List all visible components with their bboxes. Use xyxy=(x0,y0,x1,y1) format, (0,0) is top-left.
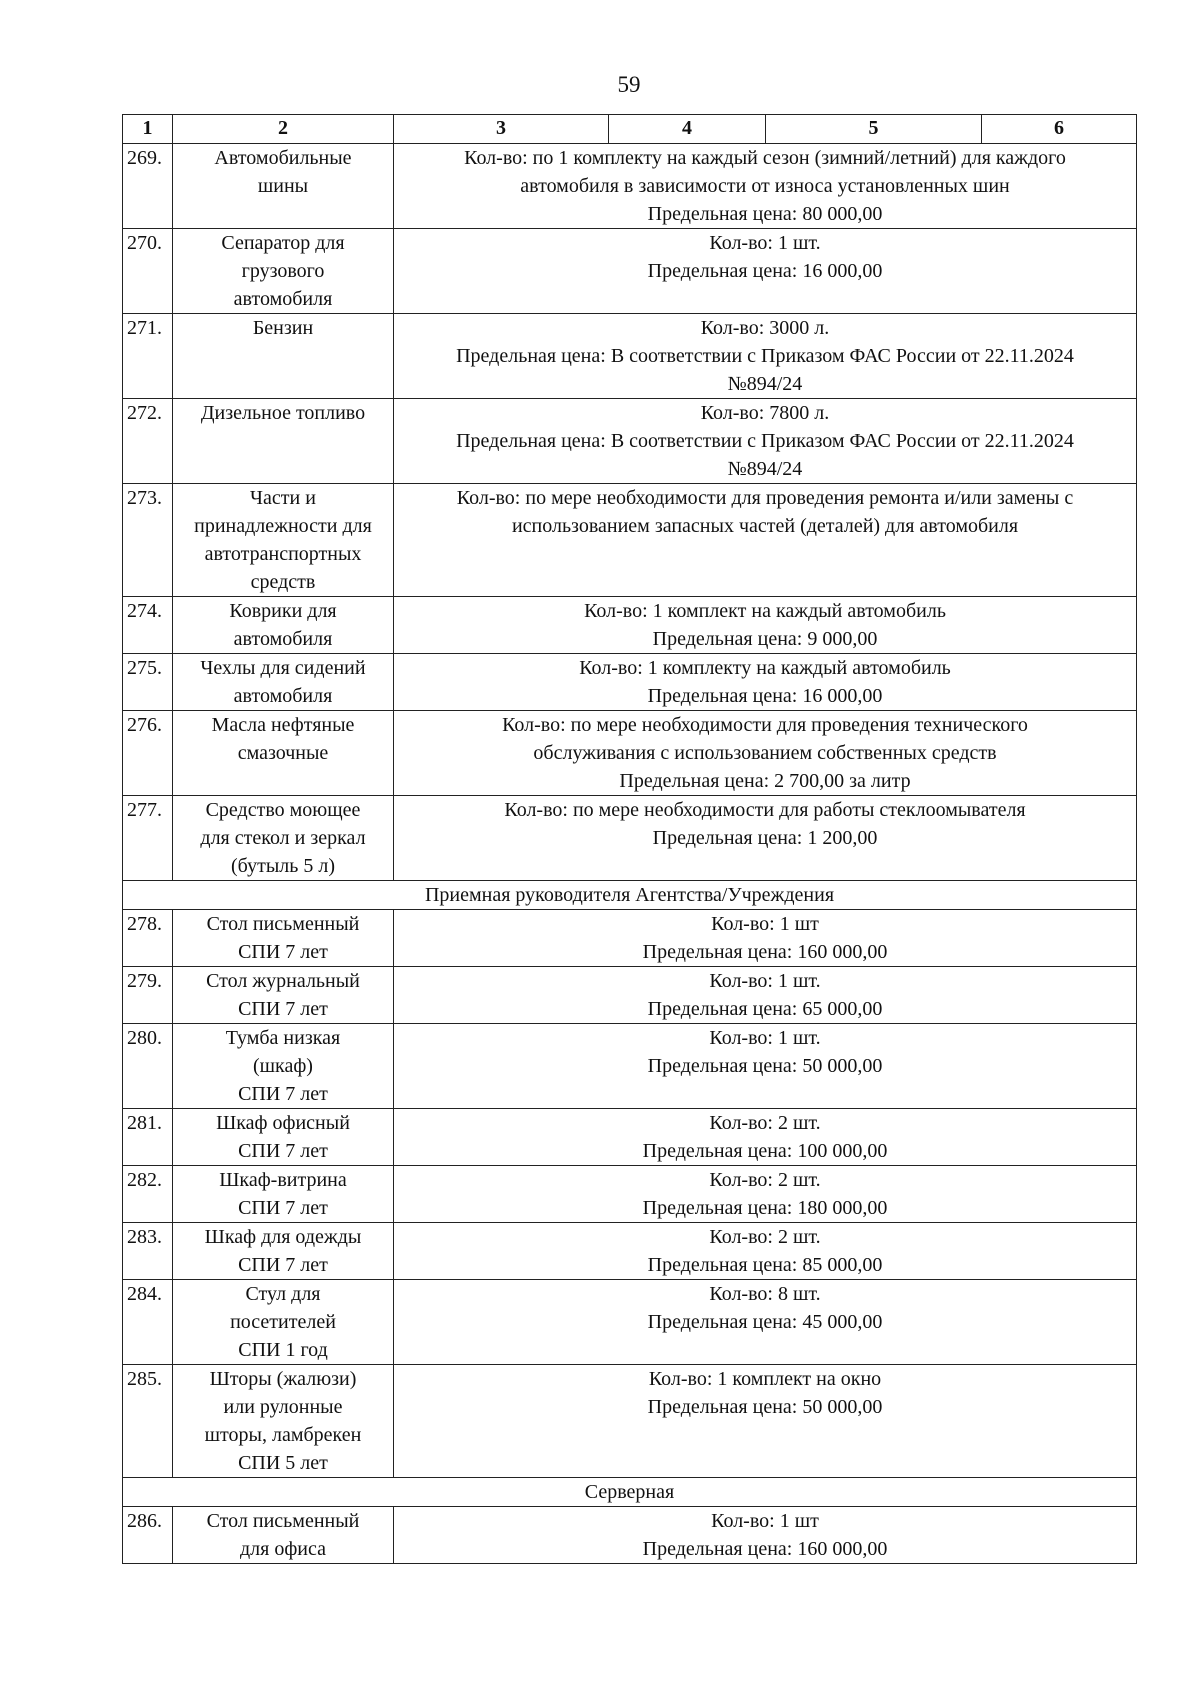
section-row xyxy=(123,1478,1137,1507)
item-description-cell xyxy=(394,1507,1137,1564)
table-row xyxy=(123,1280,1137,1365)
row-number: 285. xyxy=(123,1365,173,1478)
row-number: 275. xyxy=(123,654,173,711)
item-description-line: обслуживания с использованием собственных средств xyxy=(533,742,997,764)
item-description-line: Предельная цена: 160 000,00 xyxy=(642,1538,888,1560)
item-description-cell xyxy=(394,1280,1137,1365)
table-row xyxy=(123,144,1137,229)
item-name-line: Чехлы для сидений xyxy=(200,657,366,679)
row-number: 281. xyxy=(123,1109,173,1166)
item-description-line: Предельная цена: 100 000,00 xyxy=(642,1140,888,1162)
item-description-line: Кол-во: 2 шт. xyxy=(709,1169,821,1191)
item-name-line: или рулонные xyxy=(223,1396,343,1418)
row-number: 274. xyxy=(123,597,173,654)
row-number: 276. xyxy=(123,711,173,796)
table-row xyxy=(123,967,1137,1024)
item-description-cell xyxy=(394,229,1137,314)
section-title: Серверная xyxy=(123,1478,1137,1507)
table-body xyxy=(123,144,1137,1564)
column-header: 1 xyxy=(123,115,173,144)
item-name-line: Шкаф для одежды xyxy=(204,1226,362,1248)
item-name-line: Коврики для xyxy=(229,600,337,622)
item-description-line: Предельная цена: 1 200,00 xyxy=(652,827,878,849)
item-name-cell xyxy=(173,1024,394,1109)
item-description-line: Предельная цена: В соответствии с Приказом ФАС России от 22.11.2024 xyxy=(456,345,1074,367)
item-description-line: Предельная цена: 16 000,00 xyxy=(647,260,883,282)
table-row xyxy=(123,597,1137,654)
column-header: 4 xyxy=(609,115,766,144)
item-description-cell xyxy=(394,1109,1137,1166)
item-name-cell xyxy=(173,910,394,967)
item-name-cell xyxy=(173,1223,394,1280)
item-description-cell xyxy=(394,1223,1137,1280)
item-name-cell xyxy=(173,1109,394,1166)
item-description-cell xyxy=(394,314,1137,399)
item-description-line: Предельная цена: 9 000,00 xyxy=(652,628,878,650)
item-name-cell xyxy=(173,144,394,229)
item-description-line: Предельная цена: 80 000,00 xyxy=(647,203,883,225)
item-description-line: Кол-во: по мере необходимости для проведения ремонта и/или замены с xyxy=(456,487,1074,509)
table-row xyxy=(123,229,1137,314)
item-name-line: СПИ 7 лет xyxy=(238,1197,328,1219)
item-name-line: СПИ 5 лет xyxy=(238,1452,328,1474)
item-name-line: Сепаратор для xyxy=(221,232,345,254)
item-description-line: Предельная цена: 65 000,00 xyxy=(647,998,883,1020)
requirements-table xyxy=(122,114,1137,1564)
item-name-cell xyxy=(173,796,394,881)
item-name-cell xyxy=(173,967,394,1024)
item-name-cell xyxy=(173,1365,394,1478)
item-name-line: шторы, ламбрекен xyxy=(204,1424,362,1446)
item-name-line: для стекол и зеркал xyxy=(200,827,366,849)
item-name-line: СПИ 7 лет xyxy=(238,1083,328,1105)
row-number: 270. xyxy=(123,229,173,314)
item-description-line: Кол-во: 2 шт. xyxy=(709,1226,821,1248)
item-name-line: СПИ 7 лет xyxy=(238,998,328,1020)
item-description-line: №894/24 xyxy=(727,373,803,395)
table-row xyxy=(123,1166,1137,1223)
item-name-line: Дизельное топливо xyxy=(200,402,366,424)
item-name-line: Шторы (жалюзи) xyxy=(209,1368,357,1390)
item-description-cell xyxy=(394,597,1137,654)
table-row xyxy=(123,711,1137,796)
item-description-line: Кол-во: 1 шт xyxy=(711,1510,819,1532)
item-description-line: Кол-во: 1 шт. xyxy=(709,232,821,254)
item-description-line: Кол-во: 2 шт. xyxy=(709,1112,821,1134)
item-name-line: автомобиля xyxy=(233,628,333,650)
item-name-cell xyxy=(173,1166,394,1223)
item-description-cell xyxy=(394,1024,1137,1109)
item-description-cell xyxy=(394,1166,1137,1223)
item-name-line: Части и xyxy=(250,487,316,509)
table-row xyxy=(123,314,1137,399)
row-number: 280. xyxy=(123,1024,173,1109)
item-description-line: Предельная цена: 50 000,00 xyxy=(647,1396,883,1418)
item-description-line: Предельная цена: 160 000,00 xyxy=(642,941,888,963)
item-description-line: №894/24 xyxy=(727,458,803,480)
item-description-line: Кол-во: 1 шт. xyxy=(709,1027,821,1049)
section-title: Приемная руководителя Агентства/Учреждения xyxy=(123,881,1137,910)
item-description-line: Предельная цена: 45 000,00 xyxy=(647,1311,883,1333)
row-number: 278. xyxy=(123,910,173,967)
table-row xyxy=(123,1223,1137,1280)
item-name-line: Стул для xyxy=(245,1283,321,1305)
item-name-line: Шкаф-витрина xyxy=(219,1169,347,1191)
item-name-line: грузового xyxy=(241,260,325,282)
table-row xyxy=(123,1365,1137,1478)
item-description-line: использованием запасных частей (деталей) для автомобиля xyxy=(511,515,1019,537)
item-description-cell xyxy=(394,796,1137,881)
item-description-line: Кол-во: по мере необходимости для проведения технического xyxy=(502,714,1028,736)
table-row xyxy=(123,1024,1137,1109)
item-name-line: Масла нефтяные xyxy=(211,714,355,736)
item-description-cell xyxy=(394,910,1137,967)
row-number: 277. xyxy=(123,796,173,881)
column-header: 2 xyxy=(173,115,394,144)
table-row xyxy=(123,484,1137,597)
row-number: 272. xyxy=(123,399,173,484)
item-name-cell xyxy=(173,399,394,484)
item-name-line: Стол письменный xyxy=(206,913,360,935)
item-description-line: Кол-во: 1 комплект на окно xyxy=(648,1368,882,1390)
item-name-line: шины xyxy=(257,175,309,197)
item-name-line: Шкаф офисный xyxy=(216,1112,350,1134)
table-row xyxy=(123,796,1137,881)
row-number: 273. xyxy=(123,484,173,597)
item-name-cell xyxy=(173,597,394,654)
section-row xyxy=(123,881,1137,910)
page-number: 59 xyxy=(617,72,641,97)
item-description-line: Кол-во: 8 шт. xyxy=(709,1283,821,1305)
item-name-line: посетителей xyxy=(230,1311,336,1333)
item-name-cell xyxy=(173,314,394,399)
item-description-line: автомобиля в зависимости от износа установленных шин xyxy=(520,175,1010,197)
item-name-line: (шкаф) xyxy=(253,1055,313,1077)
item-description-cell xyxy=(394,399,1137,484)
item-name-line: автомобиля xyxy=(233,685,333,707)
item-description-line: Предельная цена: 85 000,00 xyxy=(647,1254,883,1276)
item-description-cell xyxy=(394,654,1137,711)
row-number: 283. xyxy=(123,1223,173,1280)
column-header: 5 xyxy=(766,115,982,144)
table-row xyxy=(123,399,1137,484)
item-description-line: Предельная цена: 16 000,00 xyxy=(647,685,883,707)
table-row xyxy=(123,1507,1137,1564)
item-description-cell xyxy=(394,484,1137,597)
item-name-line: СПИ 7 лет xyxy=(238,1254,328,1276)
item-name-cell xyxy=(173,1507,394,1564)
item-name-cell xyxy=(173,229,394,314)
item-description-line: Кол-во: 1 шт xyxy=(711,913,819,935)
item-description-line: Предельная цена: 2 700,00 за литр xyxy=(619,770,911,792)
item-name-line: смазочные xyxy=(237,742,329,764)
item-description-line: Кол-во: 1 шт. xyxy=(709,970,821,992)
item-description-line: Кол-во: 1 комплекту на каждый автомобиль xyxy=(579,657,951,679)
item-name-line: средств xyxy=(250,571,316,593)
row-number: 271. xyxy=(123,314,173,399)
item-name-line: для офиса xyxy=(239,1538,326,1560)
item-description-cell xyxy=(394,967,1137,1024)
item-description-line: Кол-во: 1 комплект на каждый автомобиль xyxy=(584,600,946,622)
column-header: 6 xyxy=(982,115,1137,144)
row-number: 286. xyxy=(123,1507,173,1564)
item-name-line: СПИ 1 год xyxy=(238,1339,328,1361)
item-name-cell xyxy=(173,1280,394,1365)
item-description-line: Кол-во: 7800 л. xyxy=(700,402,830,424)
item-name-line: СПИ 7 лет xyxy=(238,941,328,963)
item-description-line: Предельная цена: 180 000,00 xyxy=(642,1197,888,1219)
item-name-cell xyxy=(173,484,394,597)
item-name-line: (бутыль 5 л) xyxy=(231,855,335,877)
item-name-line: Средство моющее xyxy=(205,799,361,821)
item-description-line: Кол-во: 3000 л. xyxy=(700,317,830,339)
item-description-line: Предельная цена: В соответствии с Приказом ФАС России от 22.11.2024 xyxy=(456,430,1074,452)
row-number: 279. xyxy=(123,967,173,1024)
row-number: 284. xyxy=(123,1280,173,1365)
item-name-line: Стол письменный xyxy=(206,1510,360,1532)
row-number: 282. xyxy=(123,1166,173,1223)
column-header: 3 xyxy=(394,115,609,144)
item-description-cell xyxy=(394,144,1137,229)
item-description-cell xyxy=(394,1365,1137,1478)
item-name-line: СПИ 7 лет xyxy=(238,1140,328,1162)
table-row xyxy=(123,654,1137,711)
row-number: 269. xyxy=(123,144,173,229)
item-name-line: принадлежности для xyxy=(194,515,372,537)
item-name-line: автомобиля xyxy=(233,288,333,310)
item-description-line: Предельная цена: 50 000,00 xyxy=(647,1055,883,1077)
table-row xyxy=(123,1109,1137,1166)
item-name-cell xyxy=(173,711,394,796)
table-row xyxy=(123,910,1137,967)
item-description-line: Кол-во: по 1 комплекту на каждый сезон (зимний/летний) для каждого xyxy=(464,147,1066,169)
header-row xyxy=(123,115,1137,144)
item-name-cell xyxy=(173,654,394,711)
item-name-line: Стол журнальный xyxy=(206,970,360,992)
item-name-line: Тумба низкая xyxy=(225,1027,341,1049)
item-name-line: Бензин xyxy=(252,317,314,339)
item-description-cell xyxy=(394,711,1137,796)
item-name-line: Автомобильные xyxy=(214,147,352,169)
item-description-line: Кол-во: по мере необходимости для работы стеклоомывателя xyxy=(504,799,1026,821)
item-name-line: автотранспортных xyxy=(204,543,362,565)
